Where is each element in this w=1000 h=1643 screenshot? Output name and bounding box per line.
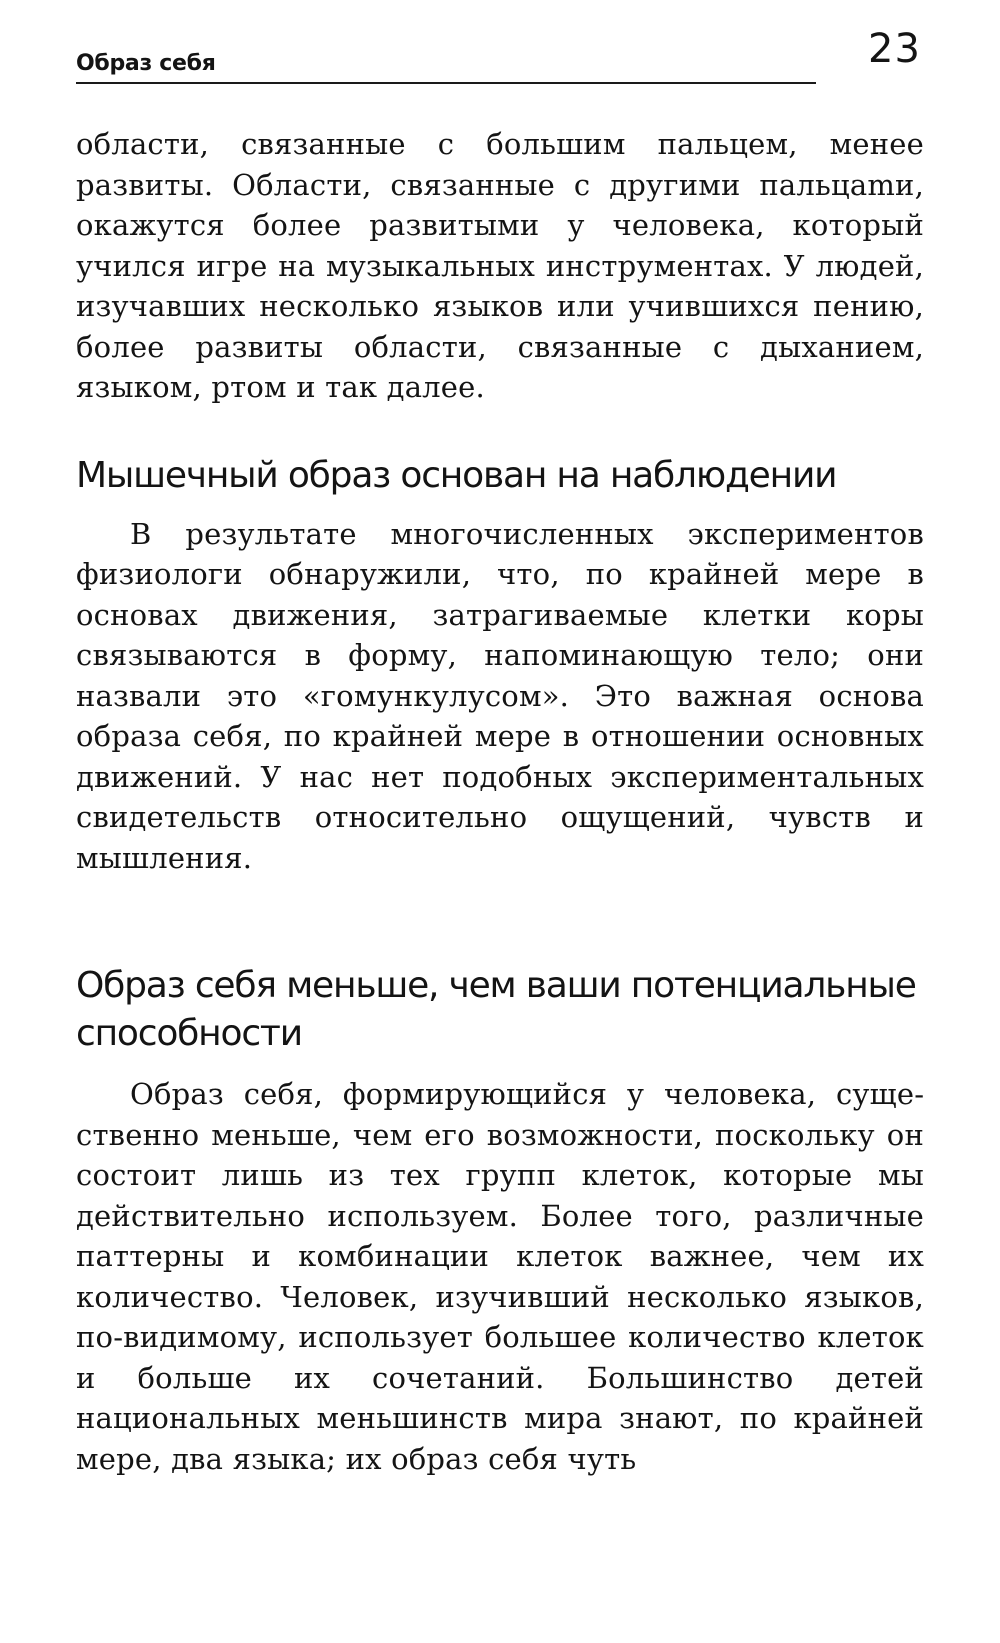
section-heading-muscle-image: Мышечный образ основан на наблюдении	[76, 454, 837, 496]
paragraph-homunculus: В результате многочисленных экспериментов физиологи обнаружили, что, по крайней мере в основах движения, затрагиваемые клетки коры связываются в форму, напоминающую тело; они назвали это «гомункулусом». Это важная основа образа себя, по крайней мере в отношении основных движений. У нас нет подобных экспериментальных свидетельств относительно ощущений, чувств и мышления.	[76, 516, 924, 875]
page-number: 23	[868, 26, 921, 72]
paragraph-intro: области, связанные с большим пальцем, менее развиты. Области, связанные с другими пальцаmи, окажутся более развитыми у человека, который учился игре на музыкальных инструментах. У людей, изучавших несколько языков или учившихся пению, более развиты области, связанные с дыханием, языком, ртом и так далее.	[76, 127, 924, 404]
page-content	[76, 124, 924, 1479]
paragraph-self-image-smaller: Образ себя, формирующийся у человека, существенно меньше, чем его возможности, поскольку он состоит лишь из тех групп клеток, которые мы действительно используем. Более того, различные паттерны и комбинации клеток важнее, чем их количество. Человек, изучивший несколько языков, по-видимому, использует большее количество клеток и больше их сочетаний. Большинство детей национальных меньшинств мира знают, по крайней мере, два языка; их образ себя чуть	[76, 1077, 924, 1476]
running-title: Образ себя	[76, 51, 216, 76]
running-header	[76, 40, 816, 84]
section-heading-self-image-potential: Образ себя меньше, чем ваши потенциальные способности	[76, 965, 916, 1054]
